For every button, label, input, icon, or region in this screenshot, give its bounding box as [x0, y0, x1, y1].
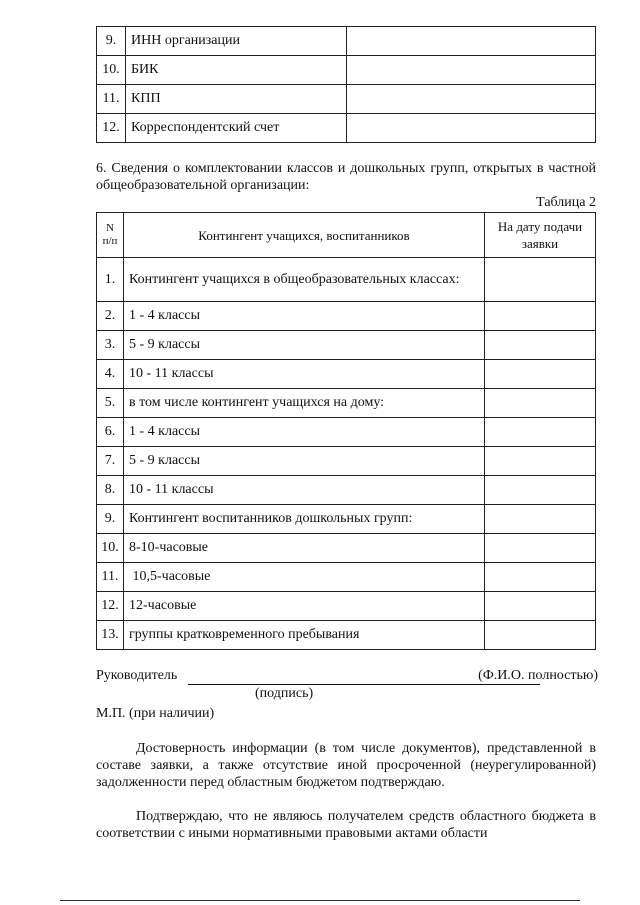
row-label: Контингент воспитанников дошкольных групп:: [124, 505, 485, 534]
value-cell: [347, 27, 596, 56]
table-row: [97, 534, 596, 563]
row-number: 11.: [97, 85, 126, 114]
value-cell: [485, 592, 596, 621]
value-cell: [347, 56, 596, 85]
value-cell: [485, 418, 596, 447]
header-number: [97, 213, 124, 258]
row-label: 1 - 4 классы: [124, 418, 485, 447]
row-number: 12.: [97, 592, 124, 621]
row-label: ИНН организации: [126, 27, 347, 56]
table-row: [97, 302, 596, 331]
value-cell: [347, 114, 596, 143]
table-row: [97, 563, 596, 592]
contingent-table: [96, 212, 596, 650]
header-contingent: Контингент учащихся, воспитанников: [124, 213, 485, 258]
row-number: 11.: [97, 563, 124, 592]
header-number-pp: п/п: [102, 235, 118, 247]
row-number: 4.: [97, 360, 124, 389]
table-row: [97, 447, 596, 476]
header-number-n: N: [106, 222, 114, 234]
table-row: [97, 85, 596, 114]
table-row: [97, 418, 596, 447]
row-number: 2.: [97, 302, 124, 331]
bank-details-table: [96, 26, 596, 143]
row-label: 5 - 9 классы: [124, 331, 485, 360]
row-number: 10.: [97, 56, 126, 85]
row-label: БИК: [126, 56, 347, 85]
table-row: [97, 56, 596, 85]
row-number: 7.: [97, 447, 124, 476]
row-number: 10.: [97, 534, 124, 563]
row-number: 13.: [97, 621, 124, 650]
row-label: КПП: [126, 85, 347, 114]
table-row: [97, 27, 596, 56]
signature-caption: (подпись): [255, 686, 314, 701]
row-number: 8.: [97, 476, 124, 505]
table-row: [97, 592, 596, 621]
stamp-label: М.П. (при наличии): [96, 706, 215, 721]
table-row: [97, 476, 596, 505]
row-label: 5 - 9 классы: [124, 447, 485, 476]
value-cell: [347, 85, 596, 114]
row-number: 12.: [97, 114, 126, 143]
row-label: 8-10-часовые: [124, 534, 485, 563]
table-row: [97, 389, 596, 418]
fio-label: (Ф.И.О. полностью): [478, 668, 598, 683]
row-label: 10,5-часовые: [124, 563, 485, 592]
row-label: 10 - 11 классы: [124, 476, 485, 505]
signature-row: [96, 668, 596, 688]
table-row: [97, 360, 596, 389]
value-cell: [485, 563, 596, 592]
table-row: [97, 258, 596, 302]
header-date: На дату подачи заявки: [485, 213, 596, 258]
bottom-divider: [60, 900, 580, 901]
value-cell: [485, 476, 596, 505]
row-number: 6.: [97, 418, 124, 447]
row-label: 12-часовые: [124, 592, 485, 621]
table-row: [97, 331, 596, 360]
signature-line: [188, 684, 540, 685]
value-cell: [485, 621, 596, 650]
row-label: Корреспондентский счет: [126, 114, 347, 143]
row-label: 1 - 4 классы: [124, 302, 485, 331]
value-cell: [485, 302, 596, 331]
head-label: Руководитель: [96, 668, 178, 683]
confirmation-paragraph-2: Подтверждаю, что не являюсь получателем средств областного бюджета в соответствии с иными нормативными правовыми актами области: [96, 809, 596, 841]
table-caption: Таблица 2: [536, 195, 596, 210]
value-cell: [485, 447, 596, 476]
row-label: 10 - 11 классы: [124, 360, 485, 389]
value-cell: [485, 534, 596, 563]
section-heading: 6. Сведения о комплектовании классов и дошкольных групп, открытых в частной общеобразовательной организации:: [96, 161, 596, 193]
table-header-row: [97, 213, 596, 258]
value-cell: [485, 331, 596, 360]
row-label: группы кратковременного пребывания: [124, 621, 485, 650]
table-row: [97, 114, 596, 143]
row-label: Контингент учащихся в общеобразовательных классах:: [124, 258, 485, 302]
value-cell: [485, 505, 596, 534]
confirmation-paragraph-1: Достоверность информации (в том числе документов), представленной в составе заявки, а также отсутствие иной просроченной (неурегулированной) задолженности перед областным бюджетом подтверждаю.: [96, 741, 596, 790]
row-number: 3.: [97, 331, 124, 360]
row-number: 9.: [97, 27, 126, 56]
table-row: [97, 505, 596, 534]
value-cell: [485, 389, 596, 418]
row-number: 1.: [97, 258, 124, 302]
row-number: 9.: [97, 505, 124, 534]
value-cell: [485, 360, 596, 389]
row-label: в том числе контингент учащихся на дому:: [124, 389, 485, 418]
value-cell: [485, 258, 596, 302]
table-row: [97, 621, 596, 650]
row-number: 5.: [97, 389, 124, 418]
